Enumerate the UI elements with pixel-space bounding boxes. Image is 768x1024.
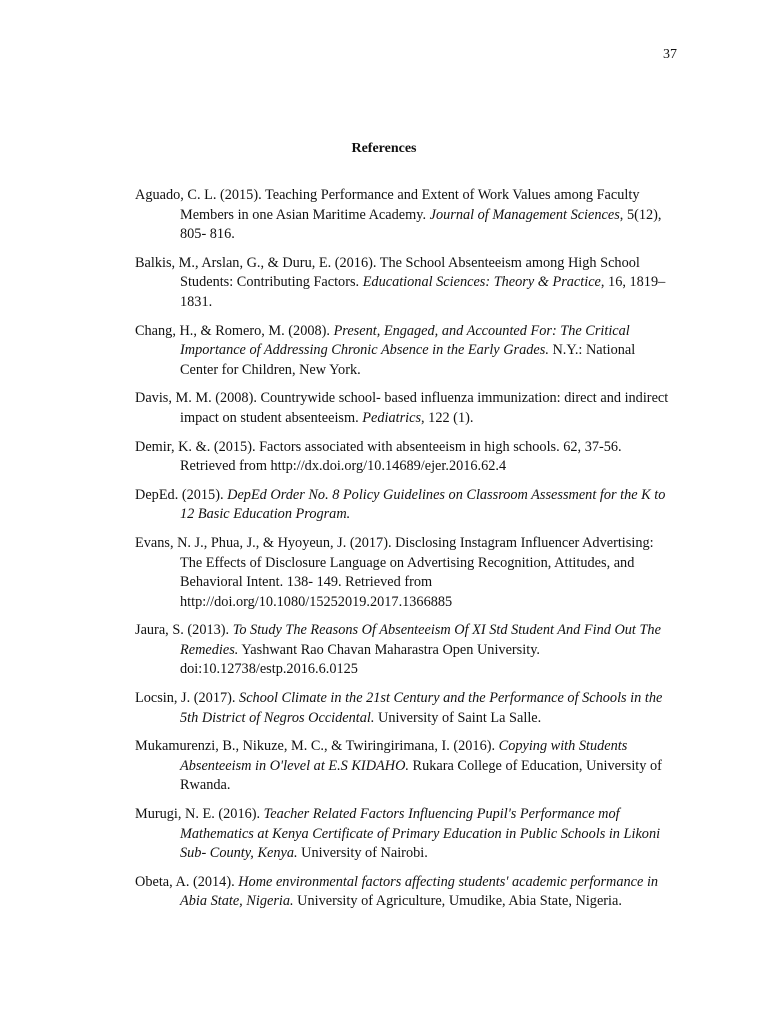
reference-entry: Davis, M. M. (2008). Countrywide school- based influenza immunization: direct and indirect impact on student absenteeism. Pediatrics, 122 (1). [135,390,669,426]
reference-entry: Aguado, C. L. (2015). Teaching Performance and Extent of Work Values among Faculty Members in one Asian Maritime Academy. Journal of Management Sciences, 5(12), 805- 816. [135,187,662,243]
reference-entry: Chang, H., & Romero, M. (2008). Present, Engaged, and Accounted For: The Critical Importance of Addressing Chronic Absence in the Early Grades. N.Y.: National Center for Children, New York. [135,322,636,378]
reference-entry: Jaura, S. (2013). To Study The Reasons Of Absenteeism Of XI Std Student And Find Out The Remedies. Yashwant Rao Chavan Maharastra Open University. doi:10.12738/estp.2016.6.0125 [135,622,661,678]
reference-entry: Obeta, A. (2014). Home environmental factors affecting students' academic performance in Abia State, Nigeria. University of Agriculture, Umudike, Abia State, Nigeria. [135,873,659,910]
reference-entry: DepEd. (2015). DepEd Order No. 8 Policy Guidelines on Classroom Assessment for the K to 12 Basic Education Program. [135,486,666,523]
reference-entry: Balkis, M., Arslan, G., & Duru, E. (2016). The School Absenteeism among High School Students: Contributing Factors. Educational Sciences: Theory & Practice, 16, 1819–1831. [135,254,666,310]
reference-entry: Demir, K. &. (2015). Factors associated with absenteeism in high schools. 62, 37-56. Retrieved from http://dx.doi.org/10.14689/ejer.2016.62.4 [135,438,622,475]
references-heading: References [351,141,417,156]
reference-entry: Murugi, N. E. (2016). Teacher Related Factors Influencing Pupil's Performance mof Mathematics at Kenya Certificate of Primary Education in Public Schools in Likoni Sub- County, Kenya. University of Nairobi. [135,806,661,862]
reference-entry: Mukamurenzi, B., Nikuze, M. C., & Twiringirimana, I. (2016). Copying with Students Absenteeism in O'level at E.S KIDAHO. Rukara College of Education, University of Rwanda. [135,738,662,794]
reference-entry: Locsin, J. (2017). School Climate in the 21st Century and the Performance of Schools in the 5th District of Negros Occidental. University of Saint La Salle. [135,690,663,726]
reference-entry: Evans, N. J., Phua, J., & Hyoyeun, J. (2017). Disclosing Instagram Influencer Advertising: The Effects of Disclosure Language on Advertising Recognition, Attitudes, and Behavioral Intent. 138- 149. Retrieved from http://doi.org/10.1080/15252019.2017.1366885 [135,534,654,610]
page-number: 37 [663,47,677,62]
references-list [135,186,675,921]
